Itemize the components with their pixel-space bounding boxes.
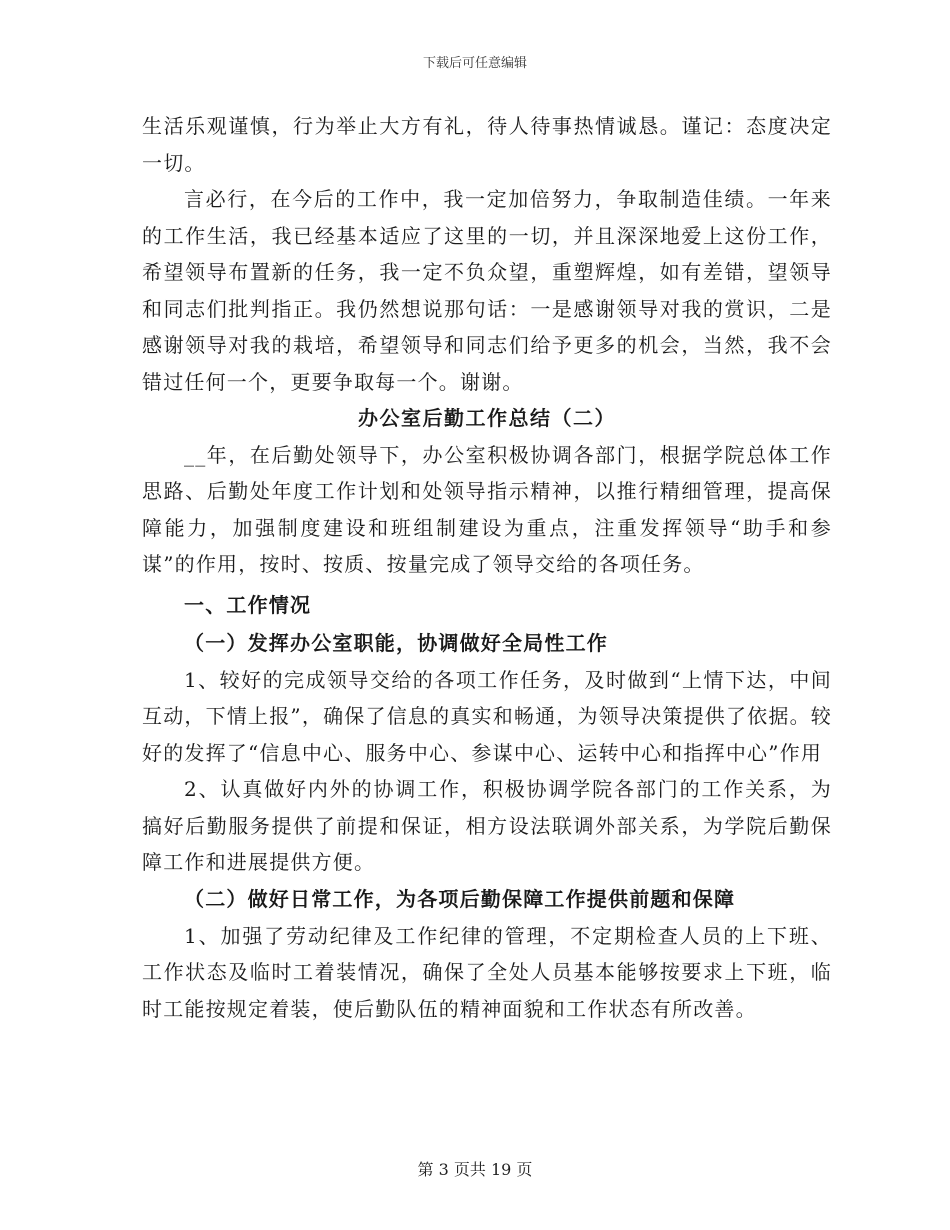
section-title: 办公室后勤工作总结（二） (358, 406, 616, 430)
paragraph-closing: 言必行，在今后的工作中，我一定加倍努力，争取制造佳绩。一年来的工作生活，我已经基本适应了这里的一切，并且深深地爱上这份工作，希望领导布置新的任务，我一定不负众望，重塑辉煌，如有差错，望领导和同志们批判指正。我仍然想说那句话：一是感谢领导对我的赏识，二是感谢领导对我的栽培，希望领导和同志们给予更多的机会，当然，我不会错过任何一个，更要争取每一个。谢谢。 (142, 187, 832, 394)
subheading-daily-work: （二）做好日常工作，为各项后勤保障工作提供前题和保障 (184, 886, 736, 911)
heading-work-situation: 一、工作情况 (184, 592, 312, 617)
paragraph-item-discipline: 1、加强了劳动纪律及工作纪律的管理，不定期检查人员的上下班、工作状态及临时工着装情况，确保了全处人员基本能够按要求上下班，临时工能按规定着装，使后勤队伍的精神面貌和工作状态有所改善。 (142, 923, 832, 1021)
document-body (142, 108, 832, 1027)
page-footer: 第 3 页共 19 页 (417, 1160, 533, 1179)
paragraph-item-2: 2、认真做好内外的协调工作，积极协调学院各部门的工作关系，为搞好后勤服务提供了前提和保证，相方设法联调外部关系，为学院后勤保障工作和进展提供方便。 (142, 777, 832, 874)
paragraph-continuation: 生活乐观谨慎，行为举止大方有礼，待人待事热情诚恳。谨记：态度决定一切。 (142, 114, 832, 175)
page-header: 下载后可任意编辑 (422, 56, 527, 71)
subheading-office-function: （一）发挥办公室职能，协调做好全局性工作 (184, 630, 608, 655)
paragraph-item-1: 1、较好的完成领导交给的各项工作任务，及时做到“上情下达，中间互动，下情上报”，确保了信息的真实和畅通，为领导决策提供了依据。较好的发挥了“信息中心、服务中心、参谋中心、运转中心和指挥中心”作用 (142, 667, 832, 765)
paragraph-intro: __年，在后勤处领导下，办公室积极协调各部门，根据学院总体工作思路、后勤处年度工作计划和处领导指示精神，以推行精细管理，提高保障能力，加强制度建设和班组制建设为重点，注重发挥领导“助手和参谋”的作用，按时、按质、按量完成了领导交给的各项任务。 (142, 442, 832, 576)
